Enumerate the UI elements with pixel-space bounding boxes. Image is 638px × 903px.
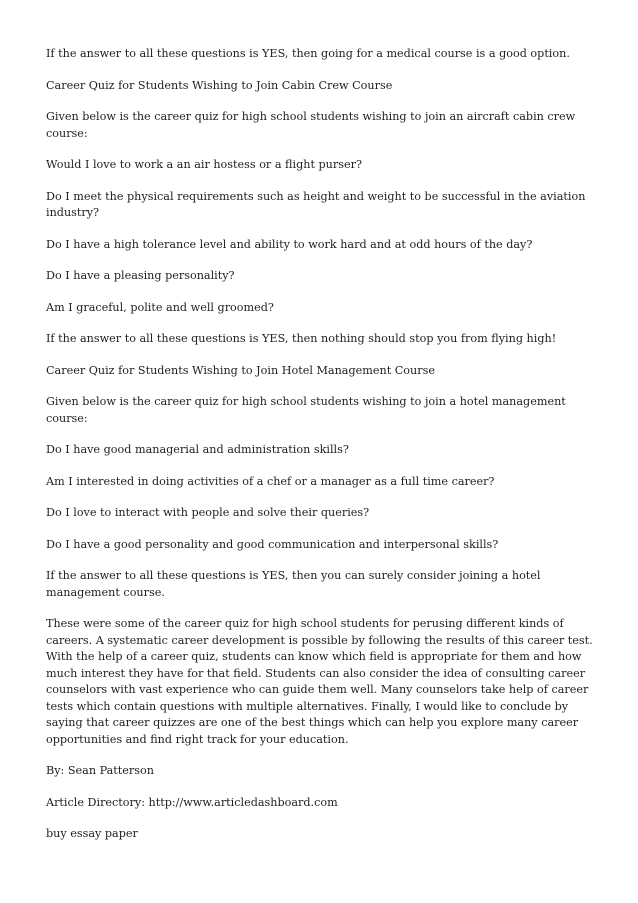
footer-text: buy essay paper <box>46 827 138 840</box>
hotel-management-question-1: Do I have good managerial and administration skills? <box>46 443 349 456</box>
cabin-crew-intro-text: Given below is the career quiz for high school students wishing to join an aircraft cabin crew course: <box>46 110 576 140</box>
document-page <box>46 46 602 858</box>
summary-paragraph: These were some of the career quiz for high school students for perusing different kinds of careers. A systematic career development is possible by following the results of this career test. With the help of a career quiz, students can know which field is appropriate for them and how much interest they have for that field. Students can also consider the idea of consulting career counselors with vast experience who can guide them well. Many counselors take help of career tests which contain questions with multiple alternatives. Finally, I would like to conclude by saying that career quizzes are one of the best things which can help you explore many career opportunities and find right track for your education. <box>46 617 593 746</box>
hotel-management-heading: Career Quiz for Students Wishing to Join Hotel Management Course <box>46 363 435 377</box>
hotel-management-intro-text: Given below is the career quiz for high school students wishing to join a hotel management course: <box>46 395 566 425</box>
hotel-management-question-2: Am I interested in doing activities of a chef or a manager as a full time career? <box>46 474 495 488</box>
cabin-crew-question-5: Am I graceful, polite and well groomed? <box>46 300 274 314</box>
cabin-crew-question-4: Do I have a pleasing personality? <box>46 269 235 282</box>
cabin-crew-conclusion-text: If the answer to all these questions is YES, then nothing should stop you from flying high! <box>46 332 557 345</box>
hotel-management-question-4: Do I have a good personality and good communication and interpersonal skills? <box>46 537 499 551</box>
hotel-management-question-3: Do I love to interact with people and solve their queries? <box>46 506 370 519</box>
cabin-crew-question-2: Do I meet the physical requirements such as height and weight to be successful in the aviation industry? <box>46 189 586 219</box>
medical-conclusion-text: If the answer to all these questions is YES, then going for a medical course is a good option. <box>46 47 570 60</box>
article-directory-text: Article Directory: http://www.articledashboard.com <box>46 795 338 809</box>
hotel-management-conclusion-text: If the answer to all these questions is YES, then you can surely consider joining a hotel management course. <box>46 569 541 599</box>
cabin-crew-heading: Career Quiz for Students Wishing to Join Cabin Crew Course <box>46 78 393 92</box>
author-byline: By: Sean Patterson <box>46 764 154 777</box>
cabin-crew-question-1: Would I love to work a an air hostess or a flight purser? <box>46 158 362 171</box>
cabin-crew-question-3: Do I have a high tolerance level and ability to work hard and at odd hours of the day? <box>46 237 533 251</box>
